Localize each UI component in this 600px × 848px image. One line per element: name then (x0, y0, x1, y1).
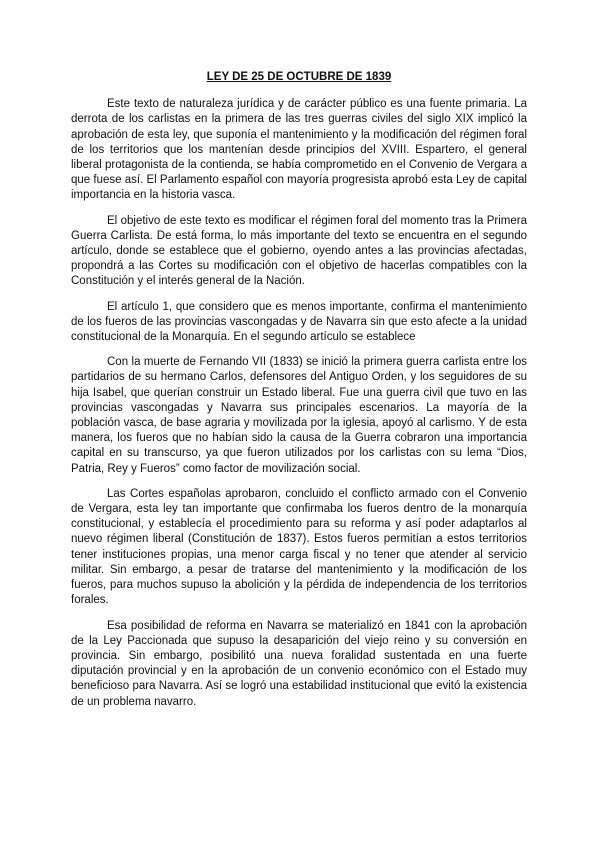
paragraph-4: Con la muerte de Fernando VII (1833) se inició la primera guerra carlista entre los partidarios de su hermano Carlos, defensores del Antiguo Orden, y los seguidores de su hija Isabel, que querían construir un Estado liberal. Fue una guerra civil que tuvo en las provincias vascongadas y Navarra sus principales escenarios. La mayoría de la población vasca, de base agraria y movilizada por la iglesia, apoyó al carlismo. Y de esta manera, los fueros que no habían sido la causa de la Guerra cobraron una importancia capital en su transcurso, ya que fueron utilizados por los carlistas con su lema “Dios, Patria, Rey y Fueros” como factor de movilización social. (71, 356, 527, 475)
document-title: LEY DE 25 DE OCTUBRE DE 1839 (206, 71, 392, 83)
paragraph-3: El artículo 1, que considero que es menos importante, confirma el mantenimiento de los fueros de las provincias vascongadas y de Navarra sin que esto afecte a la unidad constitucional de la Monarquía. En el segundo artículo se establece (71, 300, 527, 344)
paragraph-1: Este texto de naturaleza jurídica y de carácter público es una fuente primaria. La derrota de los carlistas en la primera de las tres guerras civiles del siglo XIX implicó la aprobación de esta ley, que suponía el mantenimiento y la modificación del régimen foral de los territorios que los mantenían desde principios del XVIII. Espartero, el general liberal protagonista de la contienda, se había comprometido en el Convenio de Vergara a que fuese así. El Parlamento español con mayoría progresista aprobó esta Ley de capital importancia en la historia vasca. (71, 98, 527, 202)
paragraph-6: Esa posibilidad de reforma en Navarra se materializó en 1841 con la aprobación de la Ley Paccionada que supuso la desaparición del viejo reino y su conversión en provincia. Sin embargo, posibilitó una nueva foralidad sustentada en una fuerte diputación provincial y en la aprobación de un convenio económico con el Estado muy beneficioso para Navarra. Así se logró una estabilidad institucional que evitó la existencia de un problema navarro. (71, 619, 527, 708)
document-page (71, 70, 527, 720)
paragraph-5: Las Cortes españolas aprobaron, concluido el conflicto armado con el Convenio de Vergara, esta ley tan importante que confirmaba los fueros dentro de la monarquía constitucional, y establecía el procedimiento para su reforma y así poder adaptarlos al nuevo régimen liberal (Constitución de 1837). Estos fueros permitían a estos territorios tener instituciones propias, una menor carga fiscal y no tener que atender al servicio militar. Sin embargo, a pesar de tratarse del mantenimiento y la modificación de los fueros, para muchos supuso la abolición y la pérdida de independencia de los territorios forales. (71, 487, 527, 607)
paragraph-2: El objetivo de este texto es modificar el régimen foral del momento tras la Primera Guerra Carlista. De está forma, lo más importante del texto se encuentra en el segundo artículo, donde se establece que el gobierno, oyendo antes a las provincias afectadas, propondrá a las Cortes su modificación con el objetivo de hacerlas compatibles con la Constitución y el interés general de la Nación. (71, 214, 527, 288)
